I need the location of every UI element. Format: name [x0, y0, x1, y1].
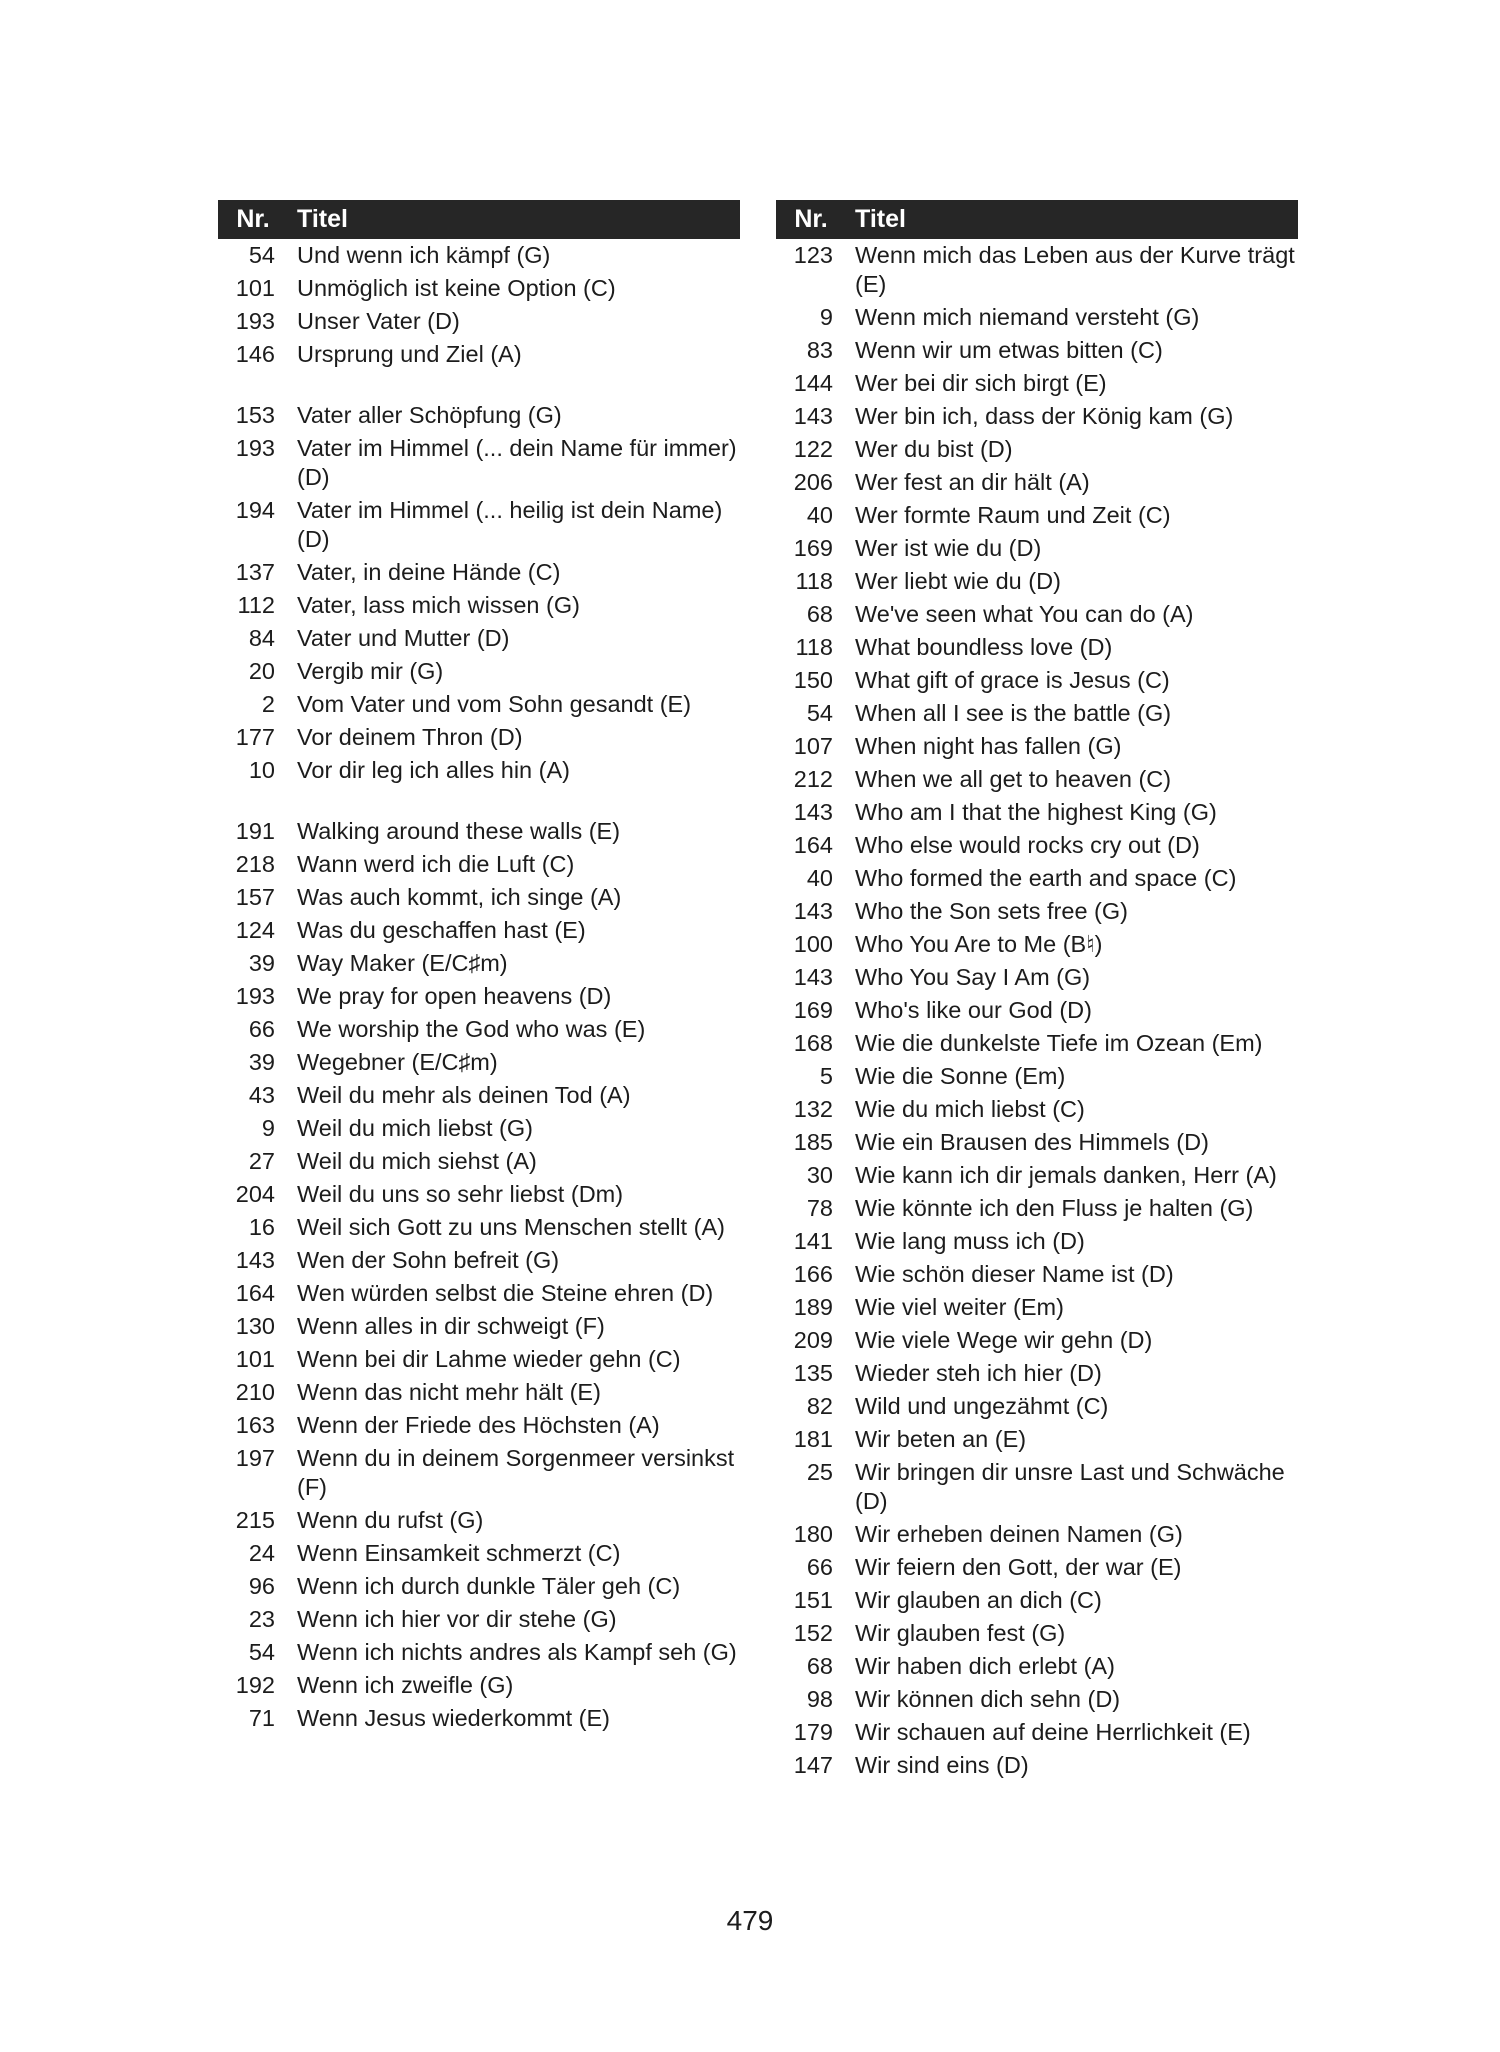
index-entry: [776, 567, 1298, 596]
index-entry: [218, 1147, 740, 1176]
song-number: 191: [235, 818, 275, 844]
song-number: 66: [248, 1016, 275, 1042]
index-entry: [218, 1411, 740, 1440]
index-entry: [776, 402, 1298, 431]
index-entry: [218, 916, 740, 945]
song-number: 146: [235, 341, 275, 367]
index-entry: [218, 690, 740, 719]
song-number: 112: [237, 592, 275, 618]
song-title: Wir haben dich erlebt (A): [855, 1653, 1115, 1679]
song-title: Who am I that the highest King (G): [855, 799, 1217, 825]
index-entry: [776, 1458, 1298, 1516]
index-entry: [218, 496, 740, 554]
index-entry: [776, 1095, 1298, 1124]
song-number: 197: [235, 1445, 275, 1471]
index-entry: [218, 756, 740, 785]
song-title: Wen würden selbst die Steine ehren (D): [297, 1280, 714, 1306]
song-title: Wie du mich liebst (C): [855, 1096, 1085, 1122]
song-title: When night has fallen (G): [855, 733, 1122, 759]
index-entry: [776, 1194, 1298, 1223]
song-number: 143: [793, 964, 833, 990]
song-number: 152: [793, 1620, 833, 1646]
song-number: 163: [235, 1412, 275, 1438]
index-entry: [776, 1652, 1298, 1681]
song-number: 193: [235, 308, 275, 334]
song-title: Vater im Himmel (... dein Name für immer) (D): [297, 435, 737, 490]
index-entry: [776, 666, 1298, 695]
song-title: Wie schön dieser Name ist (D): [855, 1261, 1174, 1287]
song-number: 23: [248, 1606, 275, 1632]
index-entry: [776, 1359, 1298, 1388]
song-number: 215: [235, 1507, 275, 1533]
song-title: Wer liebt wie du (D): [855, 568, 1061, 594]
song-number: 16: [248, 1214, 275, 1240]
song-title: Und wenn ich kämpf (G): [297, 242, 551, 268]
song-number: 78: [806, 1195, 833, 1221]
song-number: 71: [248, 1705, 275, 1731]
song-title: Wie ein Brausen des Himmels (D): [855, 1129, 1209, 1155]
song-number: 179: [793, 1719, 833, 1745]
index-entry: [776, 1619, 1298, 1648]
song-number: 66: [806, 1554, 833, 1580]
song-title: Wir erheben deinen Namen (G): [855, 1521, 1183, 1547]
index-entry: [218, 434, 740, 492]
song-number: 123: [793, 242, 833, 268]
index-entry: [218, 723, 740, 752]
song-title: Wir glauben fest (G): [855, 1620, 1066, 1646]
index-entry: [776, 732, 1298, 761]
index-entry: [218, 1246, 740, 1275]
index-list-left: [218, 239, 740, 1733]
song-title: Wie die Sonne (Em): [855, 1063, 1066, 1089]
index-entry: [218, 1605, 740, 1634]
song-title: Walking around these walls (E): [297, 818, 621, 844]
song-title: Wie viele Wege wir gehn (D): [855, 1327, 1153, 1353]
song-title: Who formed the earth and space (C): [855, 865, 1237, 891]
column-header: [776, 200, 1298, 239]
song-number: 39: [248, 1049, 275, 1075]
song-number: 54: [248, 242, 275, 268]
song-number: 194: [235, 497, 275, 523]
song-number: 24: [248, 1540, 275, 1566]
song-number: 40: [806, 865, 833, 891]
header-nr: Nr.: [794, 205, 828, 233]
header-titel: Titel: [297, 205, 348, 233]
song-number: 130: [235, 1313, 275, 1339]
song-title: Wenn ich zweifle (G): [297, 1672, 514, 1698]
song-number: 143: [235, 1247, 275, 1273]
song-number: 101: [235, 275, 275, 301]
song-title: Wenn du rufst (G): [297, 1507, 484, 1533]
song-number: 122: [793, 436, 833, 462]
song-title: Wenn alles in dir schweigt (F): [297, 1313, 605, 1339]
song-title: Wie die dunkelste Tiefe im Ozean (Em): [855, 1030, 1263, 1056]
index-entry: [218, 1572, 740, 1601]
index-entry: [776, 930, 1298, 959]
index-entry: [218, 1015, 740, 1044]
song-title: Was du geschaffen hast (E): [297, 917, 586, 943]
song-number: 82: [806, 1393, 833, 1419]
song-number: 141: [793, 1228, 833, 1254]
index-entry: [776, 1520, 1298, 1549]
index-entry: [776, 1392, 1298, 1421]
song-number: 118: [795, 568, 833, 594]
song-number: 27: [248, 1148, 275, 1174]
song-title: Vater, in deine Hände (C): [297, 559, 561, 585]
song-title: Unser Vater (D): [297, 308, 460, 334]
index-entry: [218, 1539, 740, 1568]
song-title: Weil du mehr als deinen Tod (A): [297, 1082, 631, 1108]
song-title: We worship the God who was (E): [297, 1016, 646, 1042]
song-title: Wenn Jesus wiederkommt (E): [297, 1705, 610, 1731]
index-entry: [776, 765, 1298, 794]
song-title: Wie kann ich dir jemals danken, Herr (A): [855, 1162, 1277, 1188]
song-number: 84: [248, 625, 275, 651]
song-title: Wild und ungezähmt (C): [855, 1393, 1109, 1419]
index-entry: [776, 1751, 1298, 1780]
index-entry: [218, 1671, 740, 1700]
index-entry: [776, 963, 1298, 992]
index-entry: [776, 435, 1298, 464]
song-number: 143: [793, 403, 833, 429]
song-title: Vor deinem Thron (D): [297, 724, 523, 750]
song-title: Wer bei dir sich birgt (E): [855, 370, 1107, 396]
index-entry: [218, 817, 740, 846]
index-column-right: [776, 200, 1298, 1784]
song-title: Wir sind eins (D): [855, 1752, 1029, 1778]
song-number: 30: [806, 1162, 833, 1188]
song-number: 54: [248, 1639, 275, 1665]
song-title: Wir können dich sehn (D): [855, 1686, 1121, 1712]
index-entry: [218, 1114, 740, 1143]
index-entry: [776, 1161, 1298, 1190]
index-entry: [776, 864, 1298, 893]
index-entry: [776, 831, 1298, 860]
song-title: Weil sich Gott zu uns Menschen stellt (A): [297, 1214, 725, 1240]
index-entry: [776, 1586, 1298, 1615]
song-number: 2: [261, 691, 275, 717]
index-entry: [776, 996, 1298, 1025]
index-entry: [776, 798, 1298, 827]
song-number: 137: [235, 559, 275, 585]
index-entry: [218, 1345, 740, 1374]
song-number: 101: [235, 1346, 275, 1372]
song-title: Wenn das nicht mehr hält (E): [297, 1379, 601, 1405]
song-title: Way Maker (E/C♯m): [297, 950, 508, 976]
song-title: Vater im Himmel (... heilig ist dein Name) (D): [297, 497, 723, 552]
index-entry: [218, 340, 740, 369]
index-entry: [776, 241, 1298, 299]
index-entry: [218, 307, 740, 336]
index-entry: [776, 1227, 1298, 1256]
song-number: 135: [793, 1360, 833, 1386]
song-title: Vom Vater und vom Sohn gesandt (E): [297, 691, 692, 717]
song-number: 206: [793, 469, 833, 495]
song-title: Vater und Mutter (D): [297, 625, 510, 651]
index-entry: [776, 1062, 1298, 1091]
index-entry: [218, 1704, 740, 1733]
index-entry: [776, 600, 1298, 629]
song-number: 10: [248, 757, 275, 783]
index-entry: [218, 591, 740, 620]
song-title: Vergib mir (G): [297, 658, 444, 684]
song-number: 169: [793, 535, 833, 561]
song-title: Wen der Sohn befreit (G): [297, 1247, 560, 1273]
song-number: 153: [235, 402, 275, 428]
song-title: Wegebner (E/C♯m): [297, 1049, 498, 1075]
song-number: 177: [235, 724, 275, 750]
song-number: 204: [235, 1181, 275, 1207]
index-entry: [218, 1081, 740, 1110]
song-number: 144: [793, 370, 833, 396]
song-number: 39: [248, 950, 275, 976]
song-title: Weil du mich liebst (G): [297, 1115, 533, 1141]
index-entry: [218, 1378, 740, 1407]
song-number: 143: [793, 898, 833, 924]
song-number: 96: [248, 1573, 275, 1599]
song-title: Wenn wir um etwas bitten (C): [855, 337, 1163, 363]
song-number: 212: [793, 766, 833, 792]
index-entry: [776, 1718, 1298, 1747]
song-number: 218: [235, 851, 275, 877]
song-title: Wenn ich hier vor dir stehe (G): [297, 1606, 617, 1632]
song-title: Vater aller Schöpfung (G): [297, 402, 562, 428]
song-title: Wenn der Friede des Höchsten (A): [297, 1412, 660, 1438]
index-entry: [776, 303, 1298, 332]
index-entry: [218, 1638, 740, 1667]
song-title: Was auch kommt, ich singe (A): [297, 884, 622, 910]
index-entry: [218, 241, 740, 270]
index-entry: [218, 1444, 740, 1502]
song-number: 40: [806, 502, 833, 528]
song-number: 124: [235, 917, 275, 943]
index-entry: [776, 336, 1298, 365]
song-number: 193: [235, 435, 275, 461]
index-entry: [218, 1279, 740, 1308]
song-number: 5: [819, 1063, 833, 1089]
index-entry: [218, 1312, 740, 1341]
song-number: 54: [806, 700, 833, 726]
index-entry: [218, 624, 740, 653]
song-title: Weil du mich siehst (A): [297, 1148, 537, 1174]
index-entry: [218, 1213, 740, 1242]
index-entry: [218, 883, 740, 912]
song-title: When we all get to heaven (C): [855, 766, 1172, 792]
song-number: 107: [793, 733, 833, 759]
index-entry: [218, 1180, 740, 1209]
song-number: 118: [795, 634, 833, 660]
index-entry: [776, 897, 1298, 926]
song-title: Who You Say I Am (G): [855, 964, 1091, 990]
index-entry: [776, 1553, 1298, 1582]
header-titel: Titel: [855, 205, 906, 233]
song-number: 164: [793, 832, 833, 858]
song-number: 68: [806, 1653, 833, 1679]
song-number: 169: [793, 997, 833, 1023]
song-number: 193: [235, 983, 275, 1009]
song-number: 181: [793, 1426, 833, 1452]
song-number: 151: [793, 1587, 833, 1613]
song-title: Wer du bist (D): [855, 436, 1013, 462]
song-title: Wann werd ich die Luft (C): [297, 851, 575, 877]
song-number: 83: [806, 337, 833, 363]
index-entry: [218, 1048, 740, 1077]
index-entry: [218, 657, 740, 686]
song-title: Wie lang muss ich (D): [855, 1228, 1085, 1254]
index-entry: [218, 1506, 740, 1535]
song-number: 9: [819, 304, 833, 330]
song-number: 192: [235, 1672, 275, 1698]
song-title: Who the Son sets free (G): [855, 898, 1128, 924]
index-entry: [776, 633, 1298, 662]
song-number: 43: [248, 1082, 275, 1108]
song-number: 20: [248, 658, 275, 684]
song-number: 147: [793, 1752, 833, 1778]
index-entry: [776, 369, 1298, 398]
song-number: 185: [793, 1129, 833, 1155]
song-title: Wenn ich nichts andres als Kampf seh (G): [297, 1639, 737, 1665]
song-title: Vor dir leg ich alles hin (A): [297, 757, 570, 783]
song-title: We've seen what You can do (A): [855, 601, 1194, 627]
index-entry: [776, 1326, 1298, 1355]
song-title: Wenn bei dir Lahme wieder gehn (C): [297, 1346, 681, 1372]
song-number: 210: [235, 1379, 275, 1405]
index-entry: [776, 1029, 1298, 1058]
song-title: What gift of grace is Jesus (C): [855, 667, 1170, 693]
song-title: Wenn mich das Leben aus der Kurve trägt (E): [855, 242, 1295, 297]
song-title: Wir glauben an dich (C): [855, 1587, 1102, 1613]
index-entry: [776, 1293, 1298, 1322]
index-entry: [218, 982, 740, 1011]
song-number: 68: [806, 601, 833, 627]
song-number: 143: [793, 799, 833, 825]
song-number: 180: [793, 1521, 833, 1547]
song-number: 168: [793, 1030, 833, 1056]
song-title: Who You Are to Me (B♮): [855, 931, 1103, 957]
index-list-right: [776, 239, 1298, 1780]
song-title: Ursprung und Ziel (A): [297, 341, 522, 367]
song-title: Wieder steh ich hier (D): [855, 1360, 1102, 1386]
song-title: Wenn ich durch dunkle Täler geh (C): [297, 1573, 681, 1599]
song-title: What boundless love (D): [855, 634, 1113, 660]
song-number: 25: [806, 1459, 833, 1485]
song-number: 150: [793, 667, 833, 693]
song-number: 164: [235, 1280, 275, 1306]
song-title: Unmöglich ist keine Option (C): [297, 275, 616, 301]
index-entry: [218, 558, 740, 587]
song-title: Wer fest an dir hält (A): [855, 469, 1090, 495]
song-title: Wir schauen auf deine Herrlichkeit (E): [855, 1719, 1251, 1745]
index-entry: [776, 699, 1298, 728]
song-title: Who's like our God (D): [855, 997, 1092, 1023]
index-entry: [218, 274, 740, 303]
page-number: 479: [726, 1905, 774, 1936]
index-entry: [218, 850, 740, 879]
index-entry: [218, 401, 740, 430]
song-title: Wer formte Raum und Zeit (C): [855, 502, 1171, 528]
index-entry: [218, 949, 740, 978]
song-title: Wer ist wie du (D): [855, 535, 1042, 561]
index-entry: [776, 468, 1298, 497]
song-title: Wenn Einsamkeit schmerzt (C): [297, 1540, 621, 1566]
song-title: We pray for open heavens (D): [297, 983, 612, 1009]
index-entry: [776, 501, 1298, 530]
index-column-left: [218, 200, 740, 1737]
index-entry: [776, 1425, 1298, 1454]
song-number: 157: [235, 884, 275, 910]
song-number: 166: [793, 1261, 833, 1287]
song-number: 209: [793, 1327, 833, 1353]
index-entry: [776, 1128, 1298, 1157]
song-number: 98: [806, 1686, 833, 1712]
header-nr: Nr.: [236, 205, 270, 233]
song-title: Wenn du in deinem Sorgenmeer versinkst (F): [297, 1445, 735, 1500]
song-number: 100: [793, 931, 833, 957]
song-title: Wenn mich niemand versteht (G): [855, 304, 1200, 330]
song-title: When all I see is the battle (G): [855, 700, 1172, 726]
song-title: Wie könnte ich den Fluss je halten (G): [855, 1195, 1254, 1221]
song-title: Wir beten an (E): [855, 1426, 1027, 1452]
song-title: Who else would rocks cry out (D): [855, 832, 1200, 858]
song-title: Wie viel weiter (Em): [855, 1294, 1064, 1320]
song-number: 132: [793, 1096, 833, 1122]
index-entry: [776, 1260, 1298, 1289]
column-header: [218, 200, 740, 239]
song-number: 189: [793, 1294, 833, 1320]
song-title: Wir feiern den Gott, der war (E): [855, 1554, 1182, 1580]
song-title: Vater, lass mich wissen (G): [297, 592, 580, 618]
index-entry: [776, 1685, 1298, 1714]
song-title: Wer bin ich, dass der König kam (G): [855, 403, 1234, 429]
song-number: 9: [261, 1115, 275, 1141]
song-title: Wir bringen dir unsre Last und Schwäche (D): [855, 1459, 1285, 1514]
song-title: Weil du uns so sehr liebst (Dm): [297, 1181, 624, 1207]
index-entry: [776, 534, 1298, 563]
